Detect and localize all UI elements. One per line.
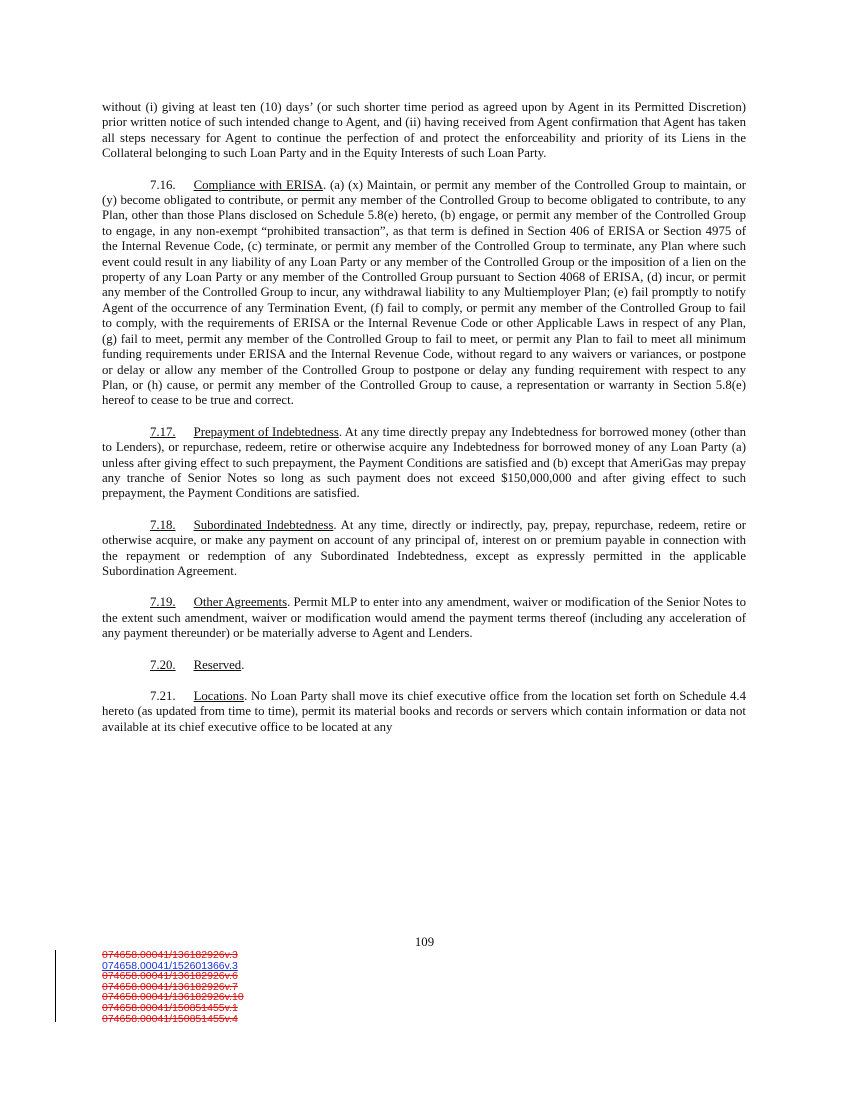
section-number: 7.18. <box>150 517 176 532</box>
section-7-16 <box>102 178 746 409</box>
doc-id-inserted: 074658.00041/152601366v.3 <box>102 959 238 972</box>
section-body: . <box>241 657 245 672</box>
section-title: Reserved <box>193 657 242 672</box>
revision-bar <box>55 950 56 1022</box>
section-title: Prepayment of Indebtedness <box>193 424 339 439</box>
doc-id-deleted: 074658.00041/150851455v.4 <box>102 1012 238 1025</box>
section-number: 7.20. <box>150 657 176 672</box>
doc-id-deleted: 074658.00041/136182926v.7 <box>102 980 238 993</box>
section-title: Subordinated Indebtedness <box>193 517 334 532</box>
section-number: 7.16. <box>150 177 176 192</box>
section-7-19 <box>102 595 746 641</box>
section-7-18 <box>102 518 746 580</box>
body-text <box>102 100 746 751</box>
section-title: Compliance with ERISA <box>193 177 323 192</box>
section-body: . Permit MLP to enter into any amendment, waiver or modification of the Senior Notes to the extent such amendment, waiver or modification would amend the payment terms thereof (including any acceleration of any payment thereunder) or be materially adverse to Agent and Lenders. <box>102 595 746 641</box>
section-number: 7.21. <box>150 689 176 703</box>
section-title: Other Agreements <box>193 595 288 610</box>
section-7-20 <box>102 658 746 673</box>
doc-id-deleted: 074658.00041/136182926v.10 <box>102 991 244 1004</box>
section-7-17 <box>102 425 746 502</box>
section-number: 7.17. <box>150 424 176 439</box>
section-title: Locations <box>193 689 245 703</box>
paragraph-continuation: without (i) giving at least ten (10) days’ (or such shorter time period as agreed upon by Agent in its Permitted Discretion) prior written notice of such intended change to Agent, and (ii) having received from Agent confirmation that Agent has taken all steps necessary for Agent to continue the perfection of and protect the enforceability and priority of its Liens in the Collateral belonging to such Loan Party and in the Equity Interests of such Loan Party. <box>102 100 746 161</box>
doc-id-deleted: 074658.00041/150851455v.1 <box>102 1001 238 1014</box>
page-number: 109 <box>414 935 435 949</box>
section-body: . No Loan Party shall move its chief executive office from the location set forth on Schedule 4.4 hereto (as updated from time to time), permit its material books and records or servers which contain information or data not available at its chief executive office to be located at any <box>102 689 746 734</box>
doc-id-deleted: 074658.00041/136182926v.3 <box>102 949 238 961</box>
section-7-21 <box>102 689 746 735</box>
document-id-list <box>102 950 244 1024</box>
section-body: . At any time directly prepay any Indebtedness for borrowed money (other than to Lenders), or repurchase, redeem, retire or otherwise acquire any Indebtedness for borrowed money of any Loan Party (a) unless after giving effect to such prepayment, the Payment Conditions are satisfied and (b) except that AmeriGas may prepay any tranche of Senior Notes so long as such payment does not exceed $150,000,000 and after giving effect to such prepayment, the Payment Conditions are satisfied. <box>102 424 746 501</box>
section-body: . At any time, directly or indirectly, pay, prepay, repurchase, redeem, retire or otherwise acquire, or make any payment on account of any principal of, interest on or premium payable in connection with the repayment or redemption of any Subordinated Indebtedness, except as expressly permitted in the applicable Subordination Agreement. <box>102 517 747 578</box>
section-number: 7.19. <box>150 595 176 610</box>
section-body: . (a) (x) Maintain, or permit any member of the Controlled Group to maintain, or (y) become obligated to contribute, or permit any member of the Controlled Group to become obligated to contribute, to any Plan, other than those Plans disclosed on Schedule 5.8(e) hereto, (b) engage, or permit any member of the Controlled Group to engage, in any non-exempt “prohibited transaction”, as that term is defined in Section 406 of ERISA or Section 4975 of the Internal Revenue Code, (c) terminate, or permit any member of the Controlled Group to terminate, any Plan where such event could result in any liability of any Loan Party or any member of the Controlled Group or the imposition of a lien on the property of any Loan Party or any member of the Controlled Group pursuant to Section 4068 of ERISA, (d) incur, or permit any member of the Controlled Group to incur, any withdrawal liability to any Multiemployer Plan; (e) fail promptly to notify Agent of the occurrence of any Termination Event, (f) fail to comply, or permit any member of the Controlled Group to fail to comply, with the requirements of ERISA or the Internal Revenue Code or other Applicable Laws in respect of any Plan, (g) fail to meet, permit any member of the Controlled Group to fail to meet, or permit any Plan to fail to meet all minimum funding requirements under ERISA and the Internal Revenue Code, without regard to any waivers or variances, or postpone or delay or allow any member of the Controlled Group to postpone or delay any funding requirement with respect to any Plan, or (h) cause, or permit any member of the Controlled Group to cause, a representation or warranty in Section 5.8(e) hereof to cease to be true and correct. <box>102 177 746 408</box>
doc-id-deleted: 074658.00041/136182926v.6 <box>102 970 238 983</box>
